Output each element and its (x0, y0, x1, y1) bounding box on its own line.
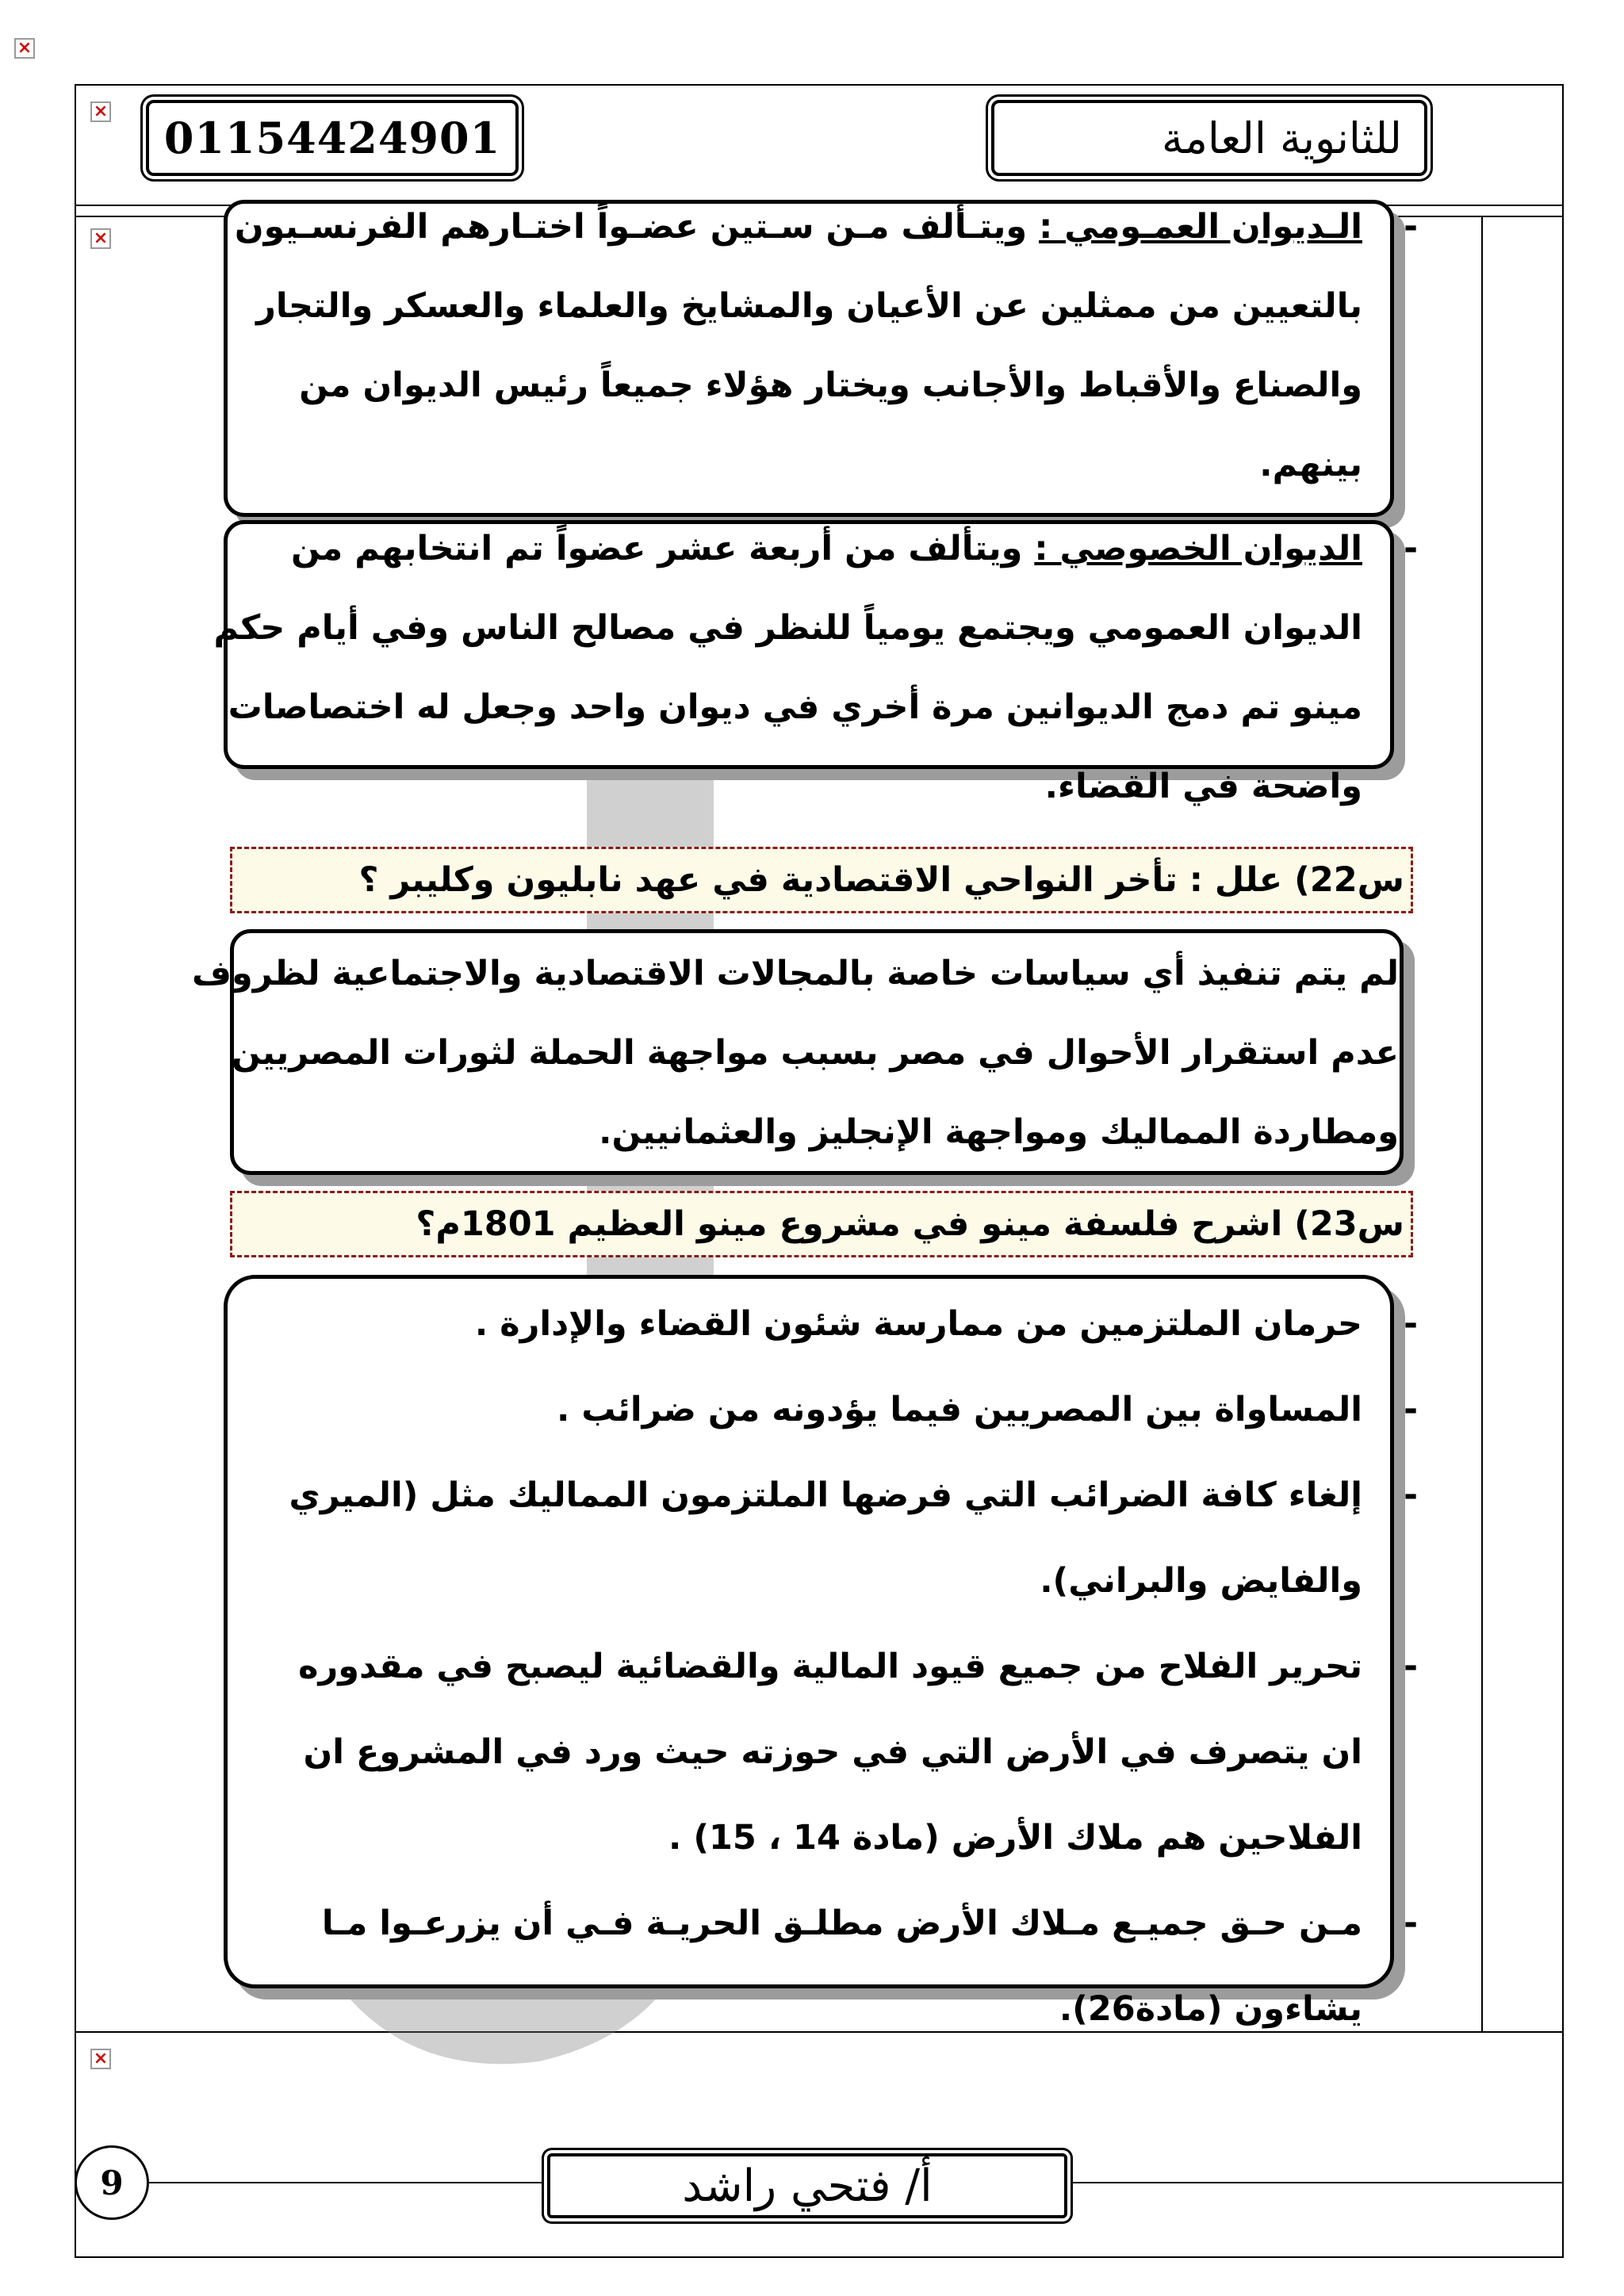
box1-line-2: بالتعيين من ممثلين عن الأعيان والمشايخ والعلماء والعسكر والتجار (256, 286, 1362, 326)
author-name: أ/ فتحي راشد (682, 2160, 933, 2212)
question-23-label: س23) اشرح فلسفة مينو في مشروع مينو العظيم 1801م؟ (416, 1204, 1404, 1244)
phone-number: 01154424901 (163, 113, 501, 163)
broken-image-icon: × (90, 228, 111, 249)
answer-23-item-1-text: حرمان الملتزمين من ممارسة شئون القضاء والإدارة . (474, 1304, 1362, 1344)
school-title-box (991, 100, 1427, 176)
answer-23-item-3-line-1: إلغاء كافة الضرائب التي فرضها الملتزمون المماليك مثل (الميري (289, 1475, 1362, 1515)
bullet-dash: - (1404, 207, 1418, 247)
box2-line-1 (260, 509, 1418, 588)
page-number-circle (75, 2145, 149, 2220)
bullet-dash: - (1404, 1475, 1418, 1515)
box2-text (213, 509, 1418, 826)
answer-22-line-2: عدم استقرار الأحوال في مصر بسبب مواجهة الحملة لثورات المصريين (231, 1033, 1399, 1073)
box2-line-4: واضحة في القضاء. (1044, 767, 1362, 806)
box1-line-1 (234, 187, 1418, 266)
question-23 (230, 1191, 1413, 1257)
box1-line1-rest: ويتـألف مـن سـتين عضـواً اختـارهم الفرنسـيون (234, 207, 1040, 247)
answer-23-item-4 (260, 1624, 1418, 1709)
broken-image-icon: × (90, 101, 111, 122)
answer-22-line-1: لم يتم تنفيذ أي سياسات خاصة بالمجالات الاقتصادية والاجتماعية لظروف (192, 954, 1399, 993)
bullet-dash: - (1404, 1390, 1418, 1429)
bullet-dash: - (1404, 1904, 1418, 1943)
answer-23-item-5-line-2: يشاءون (مادة26). (1059, 1989, 1362, 2029)
question-22-label: س22) علل : تأخر النواحي الاقتصادية في عهد نابليون وكليبر ؟ (358, 860, 1404, 900)
answer-22-line-3: ومطاردة المماليك ومواجهة الإنجليز والعثمانيين. (599, 1112, 1399, 1152)
answer-23-item-5 (260, 1881, 1418, 1966)
answer-23-text (260, 1281, 1418, 2052)
right-margin-line (1481, 216, 1483, 2031)
school-title: للثانوية العامة (1162, 113, 1402, 163)
answer-22-text (192, 934, 1399, 1172)
box1-text (234, 187, 1418, 504)
answer-23-item-2-text: المساواة بين المصريين فيما يؤدونه من ضرائب . (556, 1390, 1362, 1429)
question-22 (230, 847, 1413, 913)
answer-23-item-4-line-1: تحرير الفلاح من جميع قيود المالية والقضائية ليصبح في مقدوره (298, 1647, 1362, 1686)
box1-line-3: والصناع والأقباط والأجانب ويختار هؤلاء جميعاً رئيس الديوان من (299, 365, 1362, 405)
box2-line-2: الديوان العمومي ويجتمع يومياً للنظر في مصالح الناس وفي أيام حكم (213, 608, 1362, 648)
broken-image-icon: × (14, 38, 35, 59)
broken-image-icon: × (90, 2049, 111, 2069)
answer-23-item-1 (260, 1281, 1418, 1367)
answer-23-item-3-line-2: والفايض والبراني). (1040, 1561, 1362, 1601)
answer-23-item-5-line-1: مـن حـق جميـع مـلاك الأرض مطلـق الحريـة فـي أن يزرعـوا مـا (321, 1904, 1362, 1943)
bullet-dash: - (1404, 529, 1418, 568)
page-number: 9 (100, 2163, 124, 2202)
answer-23-item-2 (260, 1367, 1418, 1452)
phone-number-box (146, 100, 519, 176)
box2-line-3: مينو تم دمج الديوانين مرة أخري في ديوان واحد وجعل له اختصاصات (228, 687, 1362, 727)
answer-23-item-4-line-2: ان يتصرف في الأرض التي في حوزته حيث ورد في المشروع ان (303, 1732, 1362, 1772)
author-name-box (547, 2153, 1067, 2218)
box1-line-4: بينهم. (1259, 445, 1362, 484)
box2-term: الديوان الخصوصي : (1034, 529, 1362, 568)
answer-23-item-3 (260, 1452, 1418, 1538)
answer-23-item-4-line-3: الفلاحين هم ملاك الأرض (مادة 14 ، 15) . (668, 1818, 1362, 1858)
bullet-dash: - (1404, 1304, 1418, 1344)
box2-line1-rest: ويتألف من أربعة عشر عضواً تم انتخابهم من (290, 529, 1035, 568)
box1-term: الـديوان العمـومي : (1039, 207, 1362, 247)
bullet-dash: - (1404, 1647, 1418, 1686)
